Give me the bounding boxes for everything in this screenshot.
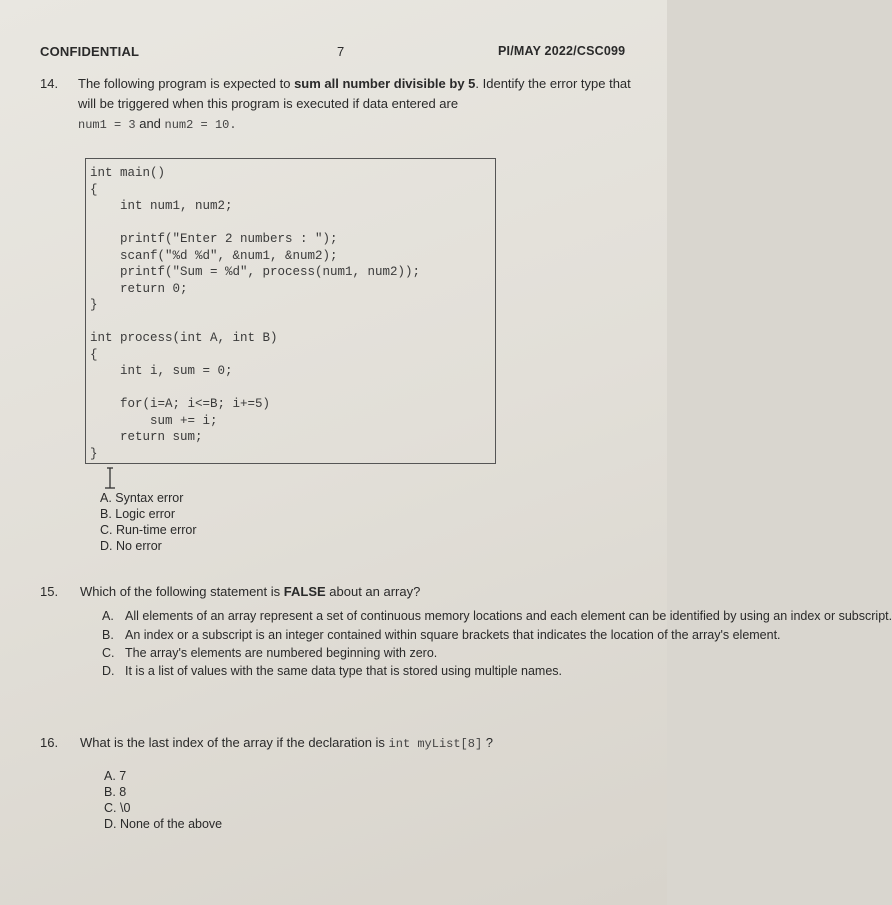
question-15 — [40, 582, 650, 602]
option-letter: D. — [102, 663, 115, 678]
code-line: int main() — [90, 166, 166, 180]
code-line: for(i=A; i<=B; i+=5) — [90, 397, 271, 411]
code-line: printf("Enter 2 numbers : "); — [90, 232, 338, 246]
question-text-part: and — [135, 116, 165, 131]
code-line: } — [90, 446, 98, 461]
code-line — [90, 215, 420, 232]
code-line: scanf("%d %d", &num1, &num2); — [90, 248, 338, 263]
question-text-part: What is the last index of the array if the declaration is — [80, 735, 389, 750]
option-text: All elements of an array represent a set of continuous memory locations and each element can be identified by using an index or subscript. — [125, 609, 892, 623]
question-14-options — [100, 490, 197, 554]
option-b[interactable]: B. 8 — [104, 785, 127, 799]
option-text: It is a list of values with the same data type that is stored using multiple names. — [125, 663, 563, 678]
code-line: printf("Sum = %d", process(num1, num2)); — [90, 265, 421, 279]
inline-code: num2 = 10. — [164, 118, 237, 132]
question-text — [80, 582, 650, 602]
course-code: PI/MAY 2022/CSC099 — [498, 44, 626, 58]
code-line: sum += i; — [90, 413, 218, 428]
option-c[interactable] — [102, 646, 622, 662]
question-number: 16. — [40, 735, 59, 750]
option-text: The array's elements are numbered beginning with zero. — [125, 646, 438, 660]
option-letter: A. — [102, 609, 114, 623]
option-a[interactable]: A. 7 — [104, 769, 127, 783]
question-15-options — [102, 609, 892, 679]
inline-code: int myList[8] — [388, 737, 483, 751]
option-b[interactable]: B. Logic error — [100, 507, 176, 521]
code-line: { — [90, 182, 98, 197]
code-line: return sum; — [90, 430, 203, 444]
option-d[interactable] — [102, 664, 622, 680]
question-emphasis: FALSE — [283, 584, 326, 599]
option-a[interactable] — [102, 609, 892, 625]
question-16-options — [104, 768, 222, 832]
question-text-part: ? — [482, 735, 494, 750]
code-line: return 0; — [90, 281, 188, 296]
question-16 — [40, 733, 650, 754]
option-b[interactable] — [102, 627, 781, 644]
option-d[interactable]: D. None of the above — [104, 817, 223, 831]
code-line — [90, 314, 420, 331]
question-14 — [40, 74, 640, 135]
code-line: } — [90, 298, 98, 312]
question-text-part: about an array? — [325, 584, 421, 599]
option-text: An index or a subscript is an integer contained within square brackets that indicates the location of the array's element. — [125, 627, 781, 642]
question-number: 15. — [40, 584, 59, 599]
option-letter: C. — [102, 646, 115, 660]
code-line: { — [90, 347, 98, 362]
header-confidential: CONFIDENTIAL — [40, 44, 140, 59]
inline-code: num1 = 3 — [78, 118, 136, 132]
option-letter: B. — [102, 627, 114, 642]
code-line: int num1, num2; — [90, 199, 233, 213]
question-text-part: Which of the following statement is — [80, 584, 284, 599]
question-emphasis: sum all number divisible by 5 — [294, 76, 476, 91]
option-d[interactable]: D. No error — [100, 539, 162, 553]
code-line — [90, 380, 420, 397]
question-text — [80, 733, 650, 754]
option-c[interactable]: C. \0 — [104, 801, 131, 815]
question-text-part: . Identify the error type that will be triggered when this program is executed if data entered are — [78, 76, 631, 111]
option-a[interactable]: A. Syntax error — [100, 491, 184, 505]
question-number: 14. — [40, 76, 59, 91]
code-box — [85, 158, 496, 464]
code-line: int i, sum = 0; — [90, 364, 233, 378]
question-text-part: The following program is expected to — [78, 76, 295, 91]
option-c[interactable]: C. Run-time error — [100, 523, 197, 537]
code-line: int process(int A, int B) — [90, 331, 278, 345]
code-listing — [90, 165, 420, 462]
text-cursor-icon — [103, 466, 117, 492]
page-number: 7 — [337, 44, 345, 59]
question-text — [78, 74, 632, 135]
